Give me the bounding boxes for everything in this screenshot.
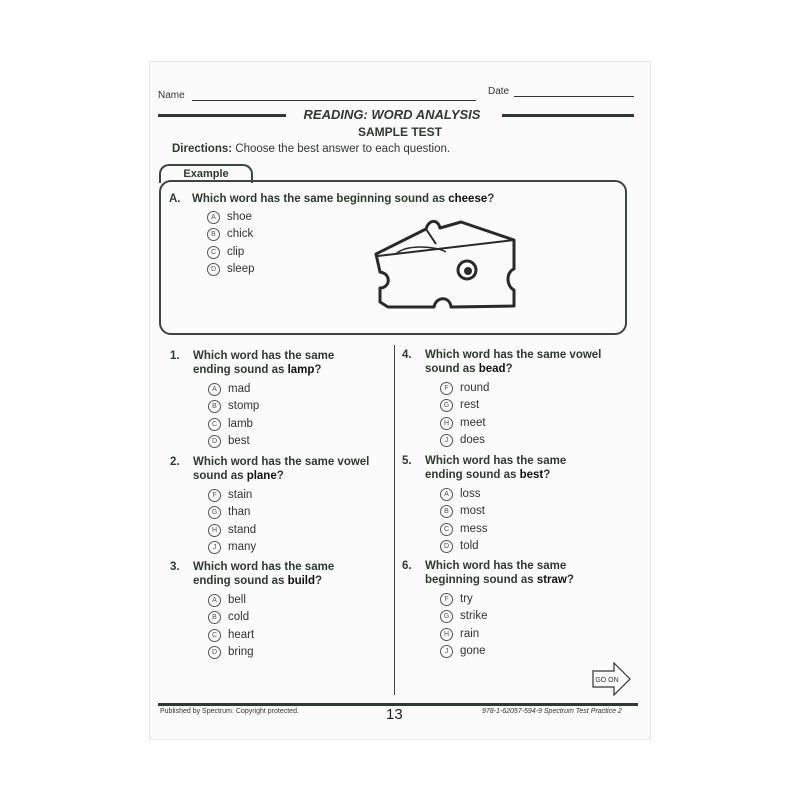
answer-text: clip <box>227 245 245 258</box>
question-number: 4. <box>402 349 412 361</box>
answer-bubble[interactable]: J <box>208 541 221 554</box>
stem-keyword: lamp <box>287 364 315 376</box>
directions-text: Choose the best answer to each question. <box>232 143 451 155</box>
answer-text: rain <box>460 627 480 640</box>
answer-text: lamb <box>228 417 253 430</box>
question-stem-line2 <box>193 469 284 483</box>
stem-keyword: build <box>287 575 316 587</box>
answer-bubble[interactable]: D <box>208 646 221 659</box>
answer-text: best <box>228 435 250 448</box>
question-stem-line1: Which word has the same <box>193 350 335 362</box>
answer-bubble[interactable]: D <box>440 540 453 553</box>
answer-bubble[interactable]: A <box>440 488 453 501</box>
stem-keyword: straw <box>536 574 567 586</box>
cheese-wedge-icon <box>366 214 516 314</box>
answer-bubble[interactable]: C <box>440 523 453 536</box>
question-stem-line2 <box>425 362 513 376</box>
go-on-arrow-icon <box>592 662 632 696</box>
go-on-label: GO ON <box>595 677 619 684</box>
example-box <box>159 180 627 335</box>
answer-text: round <box>460 382 490 394</box>
answer-bubble[interactable]: B <box>208 400 221 413</box>
answer-bubble[interactable]: B <box>208 611 221 624</box>
worksheet-page <box>150 62 650 739</box>
answer-bubble[interactable]: D <box>208 435 221 448</box>
stem-keyword: plane <box>246 470 277 482</box>
answer-text: told <box>460 540 479 553</box>
answer-bubble[interactable]: G <box>440 610 453 623</box>
answer-bubble[interactable]: C <box>208 629 221 642</box>
answer-bubble[interactable]: H <box>440 628 453 641</box>
directions <box>172 143 450 155</box>
example-tab: Example <box>159 164 253 183</box>
answer-text: strike <box>460 610 488 623</box>
question-stem-line1: Which word has the same vowel <box>193 456 370 468</box>
stem-text: Which word has the same beginning sound as <box>192 193 449 205</box>
page-subtitle: SAMPLE TEST <box>357 125 442 139</box>
answer-text: meet <box>460 416 486 429</box>
question-stem-line2 <box>193 574 322 588</box>
question-number: 1. <box>170 350 180 362</box>
answer-text: cold <box>228 611 250 624</box>
answer-bubble[interactable]: F <box>208 489 221 502</box>
stem-end: ? <box>487 193 495 205</box>
answer-text: than <box>228 506 251 519</box>
question-stem <box>192 192 494 206</box>
answer-text: stomp <box>228 400 260 413</box>
question-number: 5. <box>402 455 412 467</box>
stem-text: ending sound as <box>193 575 288 587</box>
question-stem-line1: Which word has the same <box>193 561 335 573</box>
answer-text: loss <box>460 488 481 500</box>
answer-bubble[interactable]: J <box>440 645 453 658</box>
question-number: 3. <box>170 561 180 573</box>
answer-text: stand <box>228 523 257 536</box>
stem-end: ? <box>314 364 322 376</box>
answer-bubble[interactable]: D <box>207 263 220 276</box>
stem-text: ending sound as <box>425 469 520 481</box>
footer-isbn: 978-1-62057-594-9 Spectrum Test Practice 2 <box>482 708 622 715</box>
date-line <box>514 96 634 97</box>
answer-bubble[interactable]: H <box>440 417 453 430</box>
page-title: READING: WORD ANALYSIS <box>303 107 481 122</box>
stem-keyword: cheese <box>448 193 488 205</box>
question-stem-line2 <box>425 468 550 482</box>
date-label: Date <box>488 86 510 97</box>
answer-text: most <box>460 505 485 518</box>
answer-bubble[interactable]: B <box>440 505 453 518</box>
header-fields <box>158 86 626 104</box>
footer-publisher: Published by Spectrum. Copyright protected. <box>160 708 299 715</box>
answer-bubble[interactable]: A <box>207 211 220 224</box>
answer-bubble[interactable]: J <box>440 434 453 447</box>
answer-bubble[interactable]: H <box>208 524 221 537</box>
stem-text: sound as <box>425 363 479 375</box>
answer-text: mad <box>228 383 251 395</box>
answer-bubble[interactable]: A <box>208 594 221 607</box>
title-bar <box>158 107 626 123</box>
stem-end: ? <box>543 469 551 481</box>
question-stem-line2 <box>193 363 321 377</box>
answer-bubble[interactable]: C <box>207 246 220 259</box>
question-number: 2. <box>170 456 180 468</box>
question-number: A. <box>169 193 181 205</box>
name-line <box>192 100 476 101</box>
answer-text: chick <box>227 228 254 241</box>
stem-keyword: bead <box>478 363 506 375</box>
answer-text: shoe <box>227 211 252 223</box>
answer-bubble[interactable]: C <box>208 418 221 431</box>
answer-text: rest <box>460 399 480 412</box>
stem-end: ? <box>566 574 574 586</box>
answer-text: try <box>460 593 473 605</box>
answer-text: stain <box>228 489 253 501</box>
answer-bubble[interactable]: F <box>440 382 453 395</box>
answer-text: gone <box>460 645 486 658</box>
answer-bubble[interactable]: B <box>207 228 220 241</box>
question-stem-line1: Which word has the same <box>425 560 567 572</box>
page-number: 13 <box>386 706 403 723</box>
directions-label: Directions: <box>172 143 233 155</box>
column-divider <box>394 345 395 695</box>
answer-text: sleep <box>227 263 255 276</box>
stem-end: ? <box>315 575 323 587</box>
question-number: 6. <box>402 560 412 572</box>
name-label: Name <box>158 90 185 101</box>
answer-text: bell <box>228 594 246 606</box>
answer-bubble[interactable]: G <box>440 399 453 412</box>
answer-text: bring <box>228 646 254 659</box>
stem-end: ? <box>505 363 513 375</box>
question-stem-line1: Which word has the same vowel <box>425 349 602 361</box>
answer-bubble[interactable]: A <box>208 383 221 396</box>
question-stem-line1: Which word has the same <box>425 455 567 467</box>
stem-text: beginning sound as <box>425 574 537 586</box>
stem-keyword: best <box>519 469 544 481</box>
answer-text: mess <box>460 522 488 535</box>
question-stem-line2 <box>425 573 574 587</box>
answer-bubble[interactable]: G <box>208 506 221 519</box>
answer-text: heart <box>228 628 255 641</box>
answer-text: does <box>460 434 485 447</box>
stem-text: ending sound as <box>193 364 288 376</box>
stem-end: ? <box>276 470 284 482</box>
answer-bubble[interactable]: F <box>440 593 453 606</box>
stem-text: sound as <box>193 470 247 482</box>
answer-text: many <box>228 541 257 554</box>
